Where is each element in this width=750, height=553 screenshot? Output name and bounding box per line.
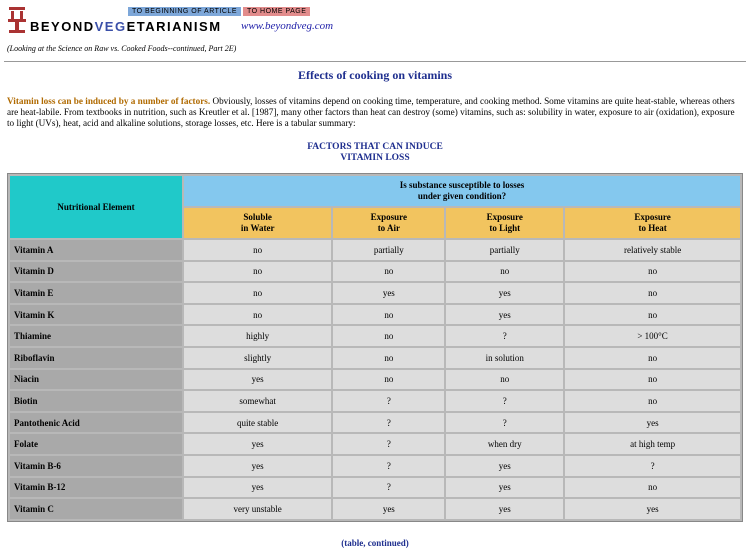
table-row bbox=[10, 370, 740, 390]
header-exposure-to-air bbox=[333, 208, 444, 238]
table-cell: yes bbox=[446, 456, 563, 476]
table-cell: no bbox=[446, 370, 563, 390]
table-row bbox=[10, 240, 740, 260]
row-label: Folate bbox=[10, 434, 182, 454]
table-cell: yes bbox=[333, 283, 444, 303]
table-cell: yes bbox=[184, 478, 331, 498]
table-cell: yes bbox=[446, 305, 563, 325]
table-cell: no bbox=[565, 348, 740, 368]
table-cell: no bbox=[565, 305, 740, 325]
header-sub-line2: to Heat bbox=[638, 223, 667, 233]
site-header bbox=[4, 4, 744, 40]
table-row bbox=[10, 391, 740, 411]
table-cell: no bbox=[565, 478, 740, 498]
header-sub-line1: Exposure bbox=[486, 212, 523, 222]
table-cell: ? bbox=[333, 434, 444, 454]
table-row bbox=[10, 326, 740, 346]
row-label: Thiamine bbox=[10, 326, 182, 346]
table-cell: very unstable bbox=[184, 499, 331, 519]
table-cell: ? bbox=[565, 456, 740, 476]
nav-home-page-button[interactable]: TO HOME PAGE bbox=[243, 7, 310, 16]
header-sub-line1: Exposure bbox=[634, 212, 671, 222]
table-cell: in solution bbox=[446, 348, 563, 368]
table-cell: no bbox=[565, 283, 740, 303]
table-title-line1: FACTORS THAT CAN INDUCE bbox=[307, 142, 443, 152]
row-label: Biotin bbox=[10, 391, 182, 411]
table-cell: ? bbox=[333, 456, 444, 476]
table-cell: partially bbox=[333, 240, 444, 260]
table-cell: at high temp bbox=[565, 434, 740, 454]
table-cell: yes bbox=[565, 499, 740, 519]
header-sub-line2: in Water bbox=[240, 223, 275, 233]
row-label: Vitamin D bbox=[10, 262, 182, 282]
table-cell: ? bbox=[333, 391, 444, 411]
brand-wordmark[interactable] bbox=[30, 19, 222, 34]
table-cell: ? bbox=[333, 478, 444, 498]
intro-body: Obviously, losses of vitamins depend on cooking time, temperature, and cooking method. Some vitamins are quite heat-stable, whereas others are heat-labile. From textbooks in nutrition, such as Kreutler et al. [1987], many other factors than heat can destroy (some) vitamins, such as: solubility in water, exposure to air (oxidation), exposure to light (UVs), heat, acid and alkaline solutions, storage losses, etc. Here is a tabular summary: bbox=[7, 96, 735, 128]
table-cell: quite stable bbox=[184, 413, 331, 433]
table-cell: no bbox=[333, 370, 444, 390]
table-row bbox=[10, 434, 740, 454]
table-cell: no bbox=[184, 240, 331, 260]
top-nav bbox=[128, 7, 310, 16]
table-row bbox=[10, 305, 740, 325]
header-sub-line1: Soluble bbox=[243, 212, 272, 222]
row-label: Vitamin B-6 bbox=[10, 456, 182, 476]
header-sub-line1: Exposure bbox=[370, 212, 407, 222]
header-soluble-in-water bbox=[184, 208, 331, 238]
table-cell: partially bbox=[446, 240, 563, 260]
header-susceptibility-group bbox=[184, 176, 740, 206]
table-cell: no bbox=[333, 262, 444, 282]
table-cell: highly bbox=[184, 326, 331, 346]
table-cell: yes bbox=[446, 478, 563, 498]
row-label: Vitamin K bbox=[10, 305, 182, 325]
table-cell: relatively stable bbox=[565, 240, 740, 260]
table-row bbox=[10, 478, 740, 498]
vitamin-loss-table bbox=[7, 173, 743, 522]
brand-part-veg: VEG bbox=[94, 19, 127, 34]
table-row bbox=[10, 499, 740, 519]
header-sub-line2: to Air bbox=[377, 223, 400, 233]
section-heading: Effects of cooking on vitamins bbox=[298, 68, 452, 82]
divider bbox=[4, 61, 746, 62]
row-label: Pantothenic Acid bbox=[10, 413, 182, 433]
header-sub-line2: to Light bbox=[489, 223, 521, 233]
table-cell: no bbox=[333, 348, 444, 368]
table-cell: no bbox=[565, 262, 740, 282]
table-cell: no bbox=[184, 283, 331, 303]
brand-part-beyond: BEYOND bbox=[30, 19, 95, 34]
table-cell: no bbox=[333, 305, 444, 325]
header-group-line1: Is substance susceptible to losses bbox=[399, 180, 525, 190]
header-group-line2: under given condition? bbox=[417, 191, 507, 201]
row-label: Vitamin C bbox=[10, 499, 182, 519]
header-exposure-to-heat bbox=[565, 208, 740, 238]
header-nutritional-element: Nutritional Element bbox=[10, 176, 182, 238]
table-row bbox=[10, 283, 740, 303]
table-title-line2: VITAMIN LOSS bbox=[340, 153, 410, 163]
table-row bbox=[10, 262, 740, 282]
table-cell: no bbox=[333, 326, 444, 346]
table-row bbox=[10, 348, 740, 368]
table-cell: no bbox=[565, 391, 740, 411]
row-label: Vitamin B-12 bbox=[10, 478, 182, 498]
table-cell: when dry bbox=[446, 434, 563, 454]
table-cell: yes bbox=[333, 499, 444, 519]
table-title bbox=[0, 142, 750, 164]
table-cell: yes bbox=[446, 499, 563, 519]
table-cell: yes bbox=[446, 283, 563, 303]
nav-beginning-of-article-button[interactable]: TO BEGINNING OF ARTICLE bbox=[128, 7, 241, 16]
table-continued-link[interactable]: (table, continued) bbox=[341, 538, 409, 548]
row-label: Vitamin E bbox=[10, 283, 182, 303]
table-cell: no bbox=[184, 305, 331, 325]
table-cell: ? bbox=[446, 413, 563, 433]
table-cell: no bbox=[565, 370, 740, 390]
table-cell: > 100°C bbox=[565, 326, 740, 346]
table-cell: yes bbox=[565, 413, 740, 433]
table-cell: yes bbox=[184, 456, 331, 476]
table-row bbox=[10, 456, 740, 476]
table-cell: ? bbox=[333, 413, 444, 433]
article-subtitle: (Looking at the Science on Raw vs. Cooked Foods--continued, Part 2E) bbox=[7, 44, 237, 53]
table-cell: somewhat bbox=[184, 391, 331, 411]
table-cell: ? bbox=[446, 391, 563, 411]
site-url-link[interactable]: www.beyondveg.com bbox=[241, 20, 334, 32]
row-label: Vitamin A bbox=[10, 240, 182, 260]
table-cell: ? bbox=[446, 326, 563, 346]
header-exposure-to-light bbox=[446, 208, 563, 238]
table-row bbox=[10, 413, 740, 433]
table-cell: no bbox=[446, 262, 563, 282]
row-label: Niacin bbox=[10, 370, 182, 390]
site-logo-icon[interactable] bbox=[6, 6, 28, 34]
brand-part-etarianism: ETARIANISM bbox=[126, 19, 222, 34]
table-cell: yes bbox=[184, 434, 331, 454]
row-label: Riboflavin bbox=[10, 348, 182, 368]
table-cell: slightly bbox=[184, 348, 331, 368]
table-cell: no bbox=[184, 262, 331, 282]
table-cell: yes bbox=[184, 370, 331, 390]
intro-paragraph bbox=[7, 96, 743, 129]
intro-lead: Vitamin loss can be induced by a number of factors. bbox=[7, 96, 211, 106]
